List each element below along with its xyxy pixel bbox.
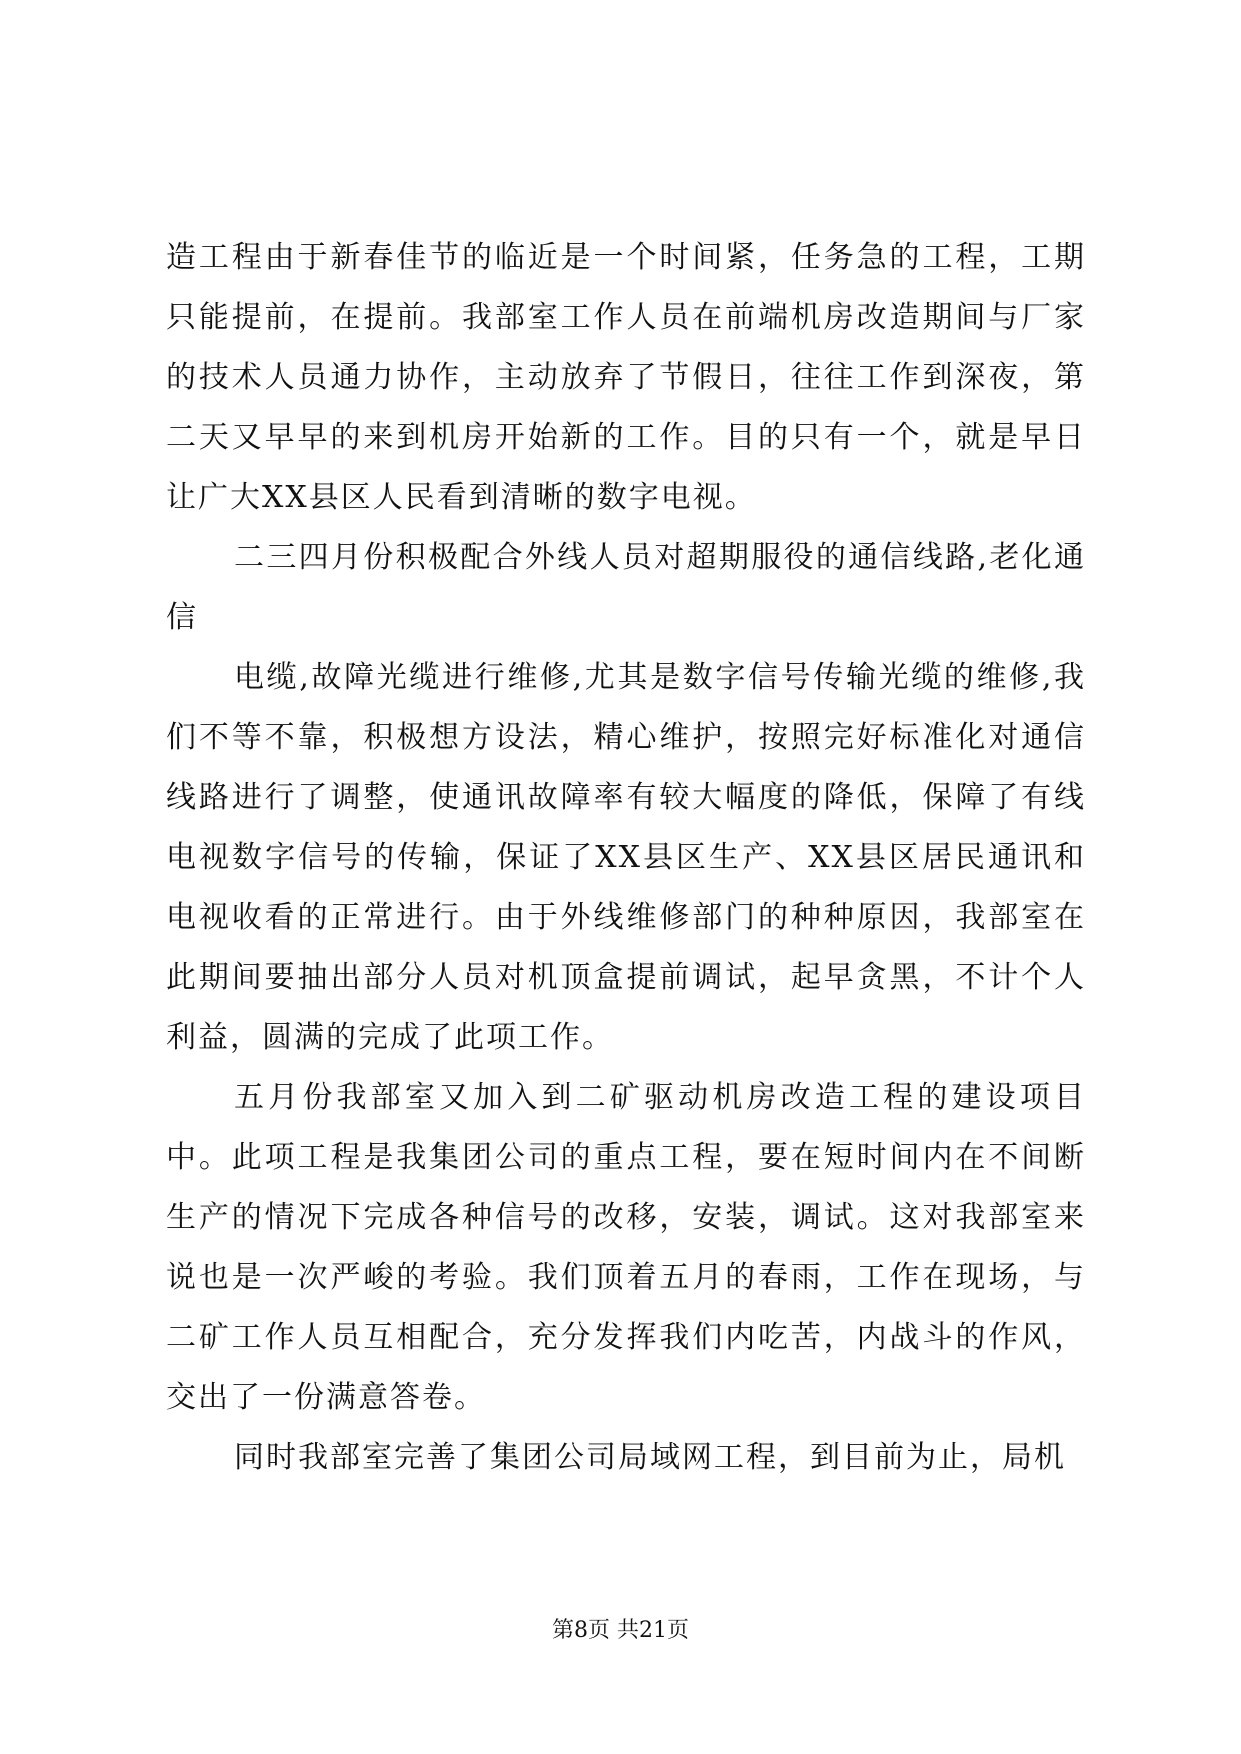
page-footer: 第8页 共21页 [552, 1618, 689, 1643]
body-text [166, 228, 1086, 1488]
paragraph-1: 造工程由于新春佳节的临近是一个时间紧，任务急的工程，工期只能提前，在提前。我部室工作人员在前端机房改造期间与厂家的技术人员通力协作，主动放弃了节假日，往往工作到深夜，第二天又早早的来到机房开始新的工作。目的只有一个，就是早日让广大XX县区人民看到清晰的数字电视。 [166, 240, 1086, 515]
paragraph-2: 二三四月份积极配合外线人员对超期服役的通信线路,老化通信 [166, 540, 1086, 635]
paragraph-5: 同时我部室完善了集团公司局域网工程，到目前为止，局机 [234, 1440, 1066, 1475]
paragraph-4: 五月份我部室又加入到二矿驱动机房改造工程的建设项目中。此项工程是我集团公司的重点工程，要在短时间内在不间断生产的情况下完成各种信号的改移，安装，调试。这对我部室来说也是一次严峻的考验。我们顶着五月的春雨，工作在现场，与二矿工作人员互相配合，充分发挥我们内吃苦，内战斗的作风，交出了一份满意答卷。 [166, 1080, 1086, 1415]
paragraph-3: 电缆,故障光缆进行维修,尤其是数字信号传输光缆的维修,我们不等不靠，积极想方设法，精心维护，按照完好标准化对通信线路进行了调整，使通讯故障率有较大幅度的降低，保障了有线电视数字信号的传输，保证了XX县区生产、XX县区居民通讯和电视收看的正常进行。由于外线维修部门的种种原因，我部室在此期间要抽出部分人员对机顶盒提前调试，起早贪黑，不计个人利益，圆满的完成了此项工作。 [166, 660, 1086, 1055]
